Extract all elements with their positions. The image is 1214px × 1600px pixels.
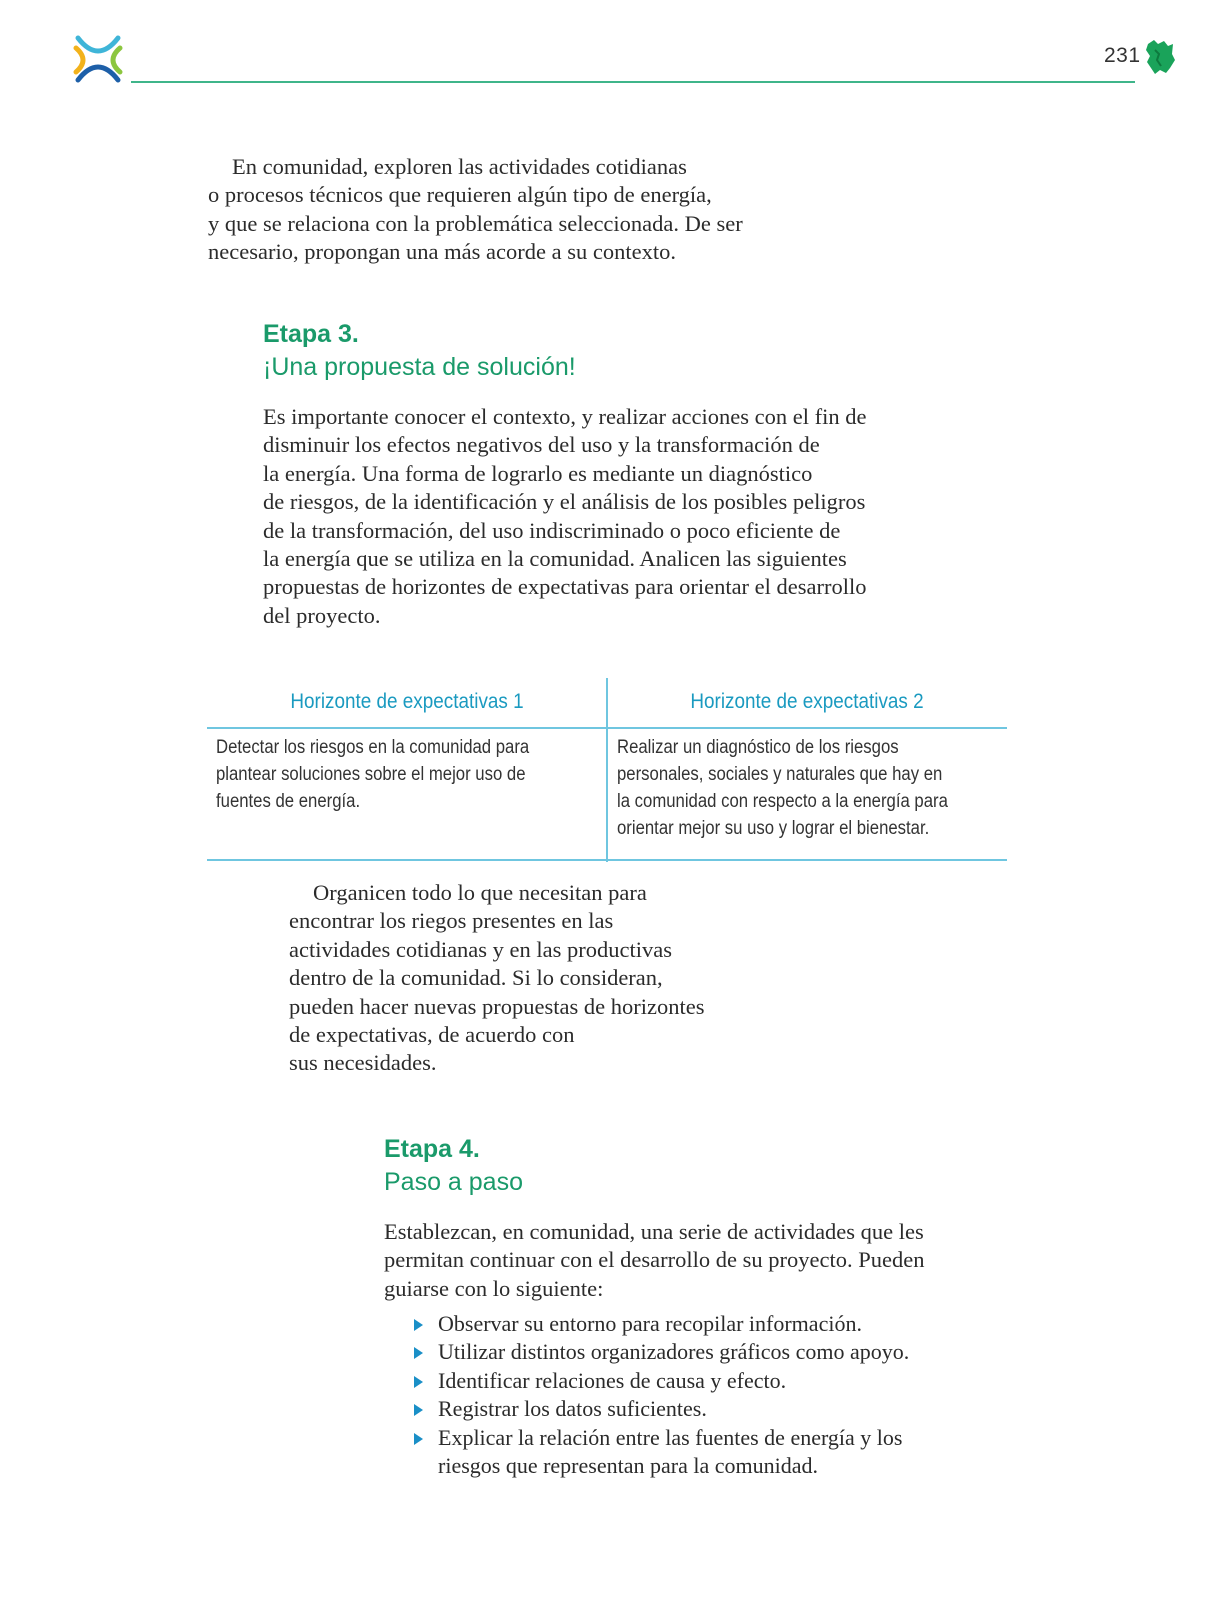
text-line: la energía. Una forma de lograrlo es mediante un diagnóstico	[263, 460, 813, 486]
text-line: guiarse con lo siguiente:	[384, 1275, 604, 1301]
list-item-text: Registrar los datos suficientes.	[438, 1396, 707, 1422]
stage-4-bullet-list	[414, 1310, 909, 1480]
list-item-text: Utilizar distintos organizadores gráficos como apoyo.	[438, 1339, 910, 1365]
list-item-text: riesgos que representan para la comunidad.	[438, 1453, 818, 1479]
text-line: la energía que se utiliza en la comunidad. Analicen las siguientes	[263, 546, 847, 572]
stage-3-heading	[263, 318, 576, 384]
table-column-divider	[606, 678, 608, 862]
cell-line: fuentes de energía.	[216, 791, 361, 812]
table-header-rule	[207, 727, 1007, 729]
stage-4-title: Paso a paso	[384, 1168, 523, 1196]
triangle-bullet-icon	[414, 1404, 423, 1416]
intro-paragraph	[208, 153, 743, 267]
text-line: o procesos técnicos que requieren algún tipo de energía,	[208, 182, 712, 208]
table-header-1: Horizonte de expectativas 1	[290, 690, 524, 713]
text-line: Organicen todo lo que necesitan para	[313, 880, 647, 905]
table-cell-1	[216, 734, 572, 815]
triangle-bullet-icon	[414, 1319, 423, 1331]
stage-3-title: ¡Una propuesta de solución!	[263, 353, 576, 381]
list-item-text: Observar su entorno para recopilar información.	[438, 1311, 862, 1336]
text-line: sus necesidades.	[289, 1050, 437, 1076]
list-item	[414, 1310, 909, 1338]
header-rule	[131, 81, 1135, 83]
triangle-bullet-icon	[414, 1347, 423, 1359]
text-line: Es importante conocer el contexto, y realizar acciones con el fin de	[263, 404, 867, 429]
text-line: dentro de la comunidad. Si lo consideran,	[289, 965, 663, 991]
text-line: de riesgos, de la identificación y el análisis de los posibles peligros	[263, 489, 866, 515]
stage-4-paragraph	[384, 1218, 924, 1303]
cell-line: la comunidad con respecto a la energía para	[617, 791, 948, 812]
text-line: de la transformación, del uso indiscriminado o poco eficiente de	[263, 517, 841, 543]
colorful-rings-logo-icon	[72, 34, 124, 84]
cell-line: Realizar un diagnóstico de los riesgos	[617, 737, 899, 758]
list-item	[414, 1424, 909, 1481]
list-item-text: Identificar relaciones de causa y efecto.	[438, 1367, 787, 1393]
cell-line: personales, sociales y naturales que hay en	[617, 764, 943, 785]
green-torn-paper-icon	[1144, 38, 1176, 76]
cell-line: Detectar los riesgos en la comunidad para	[216, 737, 530, 758]
text-line: necesario, propongan una más acorde a su contexto.	[208, 239, 676, 265]
stage-3-number: Etapa 3.	[263, 320, 359, 348]
triangle-bullet-icon	[414, 1376, 423, 1388]
table-cell-2	[617, 734, 993, 842]
text-line: de expectativas, de acuerdo con	[289, 1022, 575, 1048]
text-line: disminuir los efectos negativos del uso y la transformación de	[263, 432, 820, 458]
list-item-text: Explicar la relación entre las fuentes de energía y los	[438, 1424, 903, 1450]
text-line: pueden hacer nuevas propuestas de horizontes	[289, 993, 705, 1019]
list-item	[414, 1338, 909, 1366]
text-line: del proyecto.	[263, 602, 381, 628]
text-line: propuestas de horizontes de expectativas para orientar el desarrollo	[263, 574, 867, 600]
expectations-table	[207, 678, 1007, 862]
text-line: y que se relaciona con la problemática seleccionada. De ser	[208, 210, 743, 236]
organize-paragraph	[289, 879, 704, 1078]
triangle-bullet-icon	[414, 1433, 423, 1445]
list-item	[414, 1395, 909, 1423]
text-line: Establezcan, en comunidad, una serie de actividades que les	[384, 1219, 924, 1244]
cell-line: orientar mejor su uso y lograr el bienestar.	[617, 818, 930, 839]
text-line: En comunidad, exploren las actividades cotidianas	[232, 154, 687, 179]
stage-3-paragraph	[263, 403, 867, 630]
list-item	[414, 1367, 909, 1395]
page-number: 231	[1104, 44, 1141, 67]
text-line: permitan continuar con el desarrollo de su proyecto. Pueden	[384, 1247, 925, 1273]
text-line: actividades cotidianas y en las productivas	[289, 936, 673, 962]
stage-4-number: Etapa 4.	[384, 1135, 480, 1163]
cell-line: plantear soluciones sobre el mejor uso de	[216, 764, 526, 785]
table-header-2: Horizonte de expectativas 2	[690, 690, 924, 713]
table-bottom-rule	[207, 859, 1007, 861]
text-line: encontrar los riegos presentes en las	[289, 908, 614, 934]
stage-4-heading	[384, 1133, 523, 1199]
